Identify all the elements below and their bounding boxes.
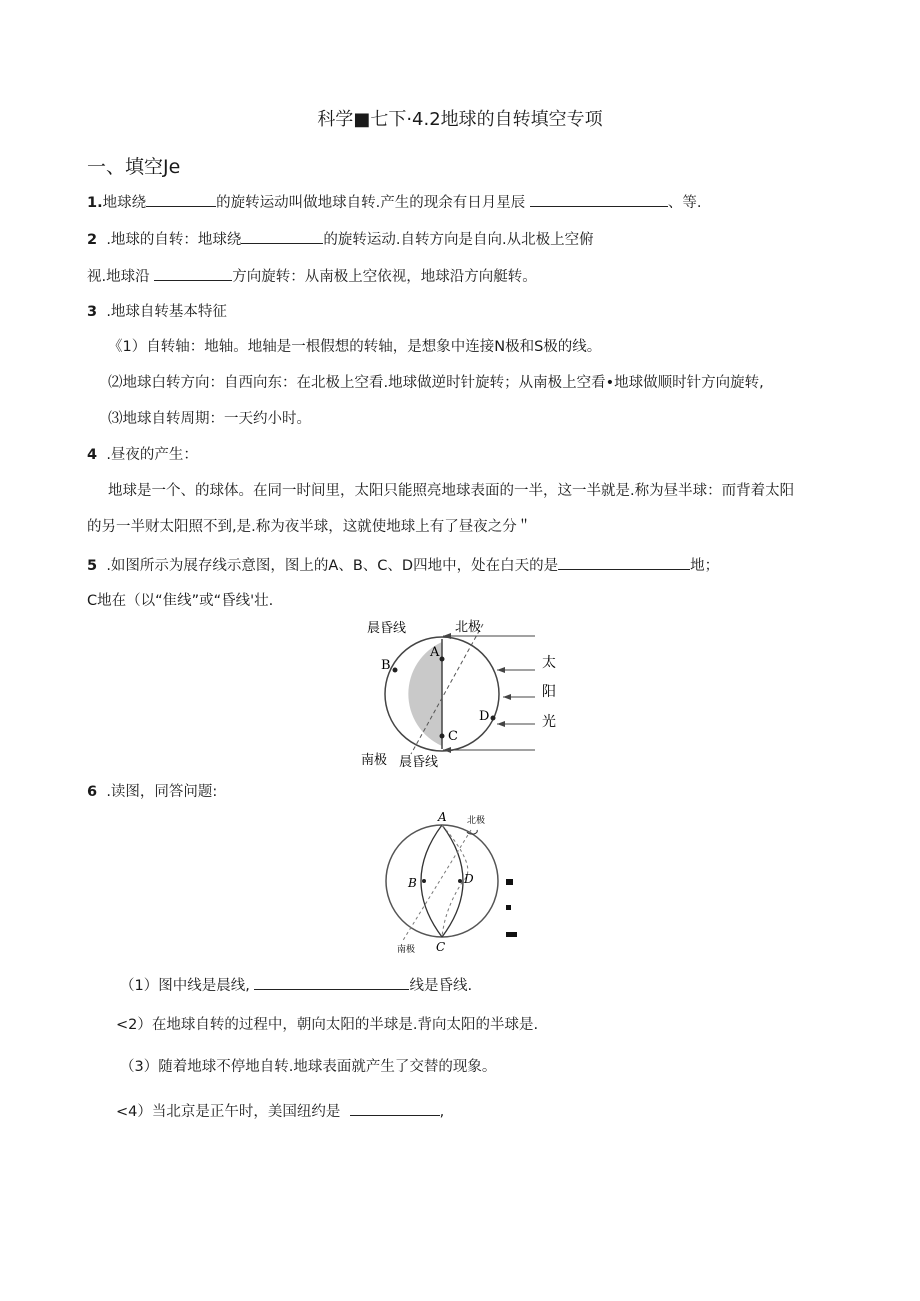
point-b (422, 879, 426, 883)
label-sun-1: 太 (542, 655, 556, 671)
q5-line-2: C地在（以“隹线”或“昏线'壮. (87, 593, 274, 609)
q1-text-b: 的旋转运动叫做地球自转.产生的现余有日月星辰 (216, 195, 526, 211)
q1-text-a: 地球绕 (102, 195, 147, 211)
q6-item-1-text-a: （1）图中线是晨线, (120, 978, 250, 994)
q6-item-2: <2）在地球自转的过程中，朝向太阳的半球是.背向太阳的半球是. (116, 1017, 539, 1033)
q3-item-2: ⑵地球白转方向：自西向东：在北极上空看.地球做逆时针旋转；从南极上空看•地球做顺时针方向旋转, (108, 375, 764, 391)
mark-1 (506, 879, 513, 885)
q6-item-3: （3）随着地球不停地自转.地球表面就产生了交替的现象。 (120, 1059, 497, 1075)
q6-blank-2[interactable] (350, 1101, 440, 1116)
label-north-pole: 北极 (455, 620, 482, 635)
label-north-pole: 北极 (467, 816, 486, 826)
q6-heading: .读图，同答问题: (106, 784, 218, 800)
q1-text-c: 、等. (667, 195, 702, 211)
q3-number: 3 (87, 304, 98, 320)
question-3 (87, 303, 227, 321)
label-c: C (436, 940, 446, 954)
q2-blank-2[interactable] (154, 266, 232, 281)
q2-text-b: 的旋转运动.自转方向是自向.从北极上空俯 (323, 232, 594, 248)
q2-number: 2 (87, 232, 98, 248)
question-6 (87, 783, 217, 801)
label-terminator-top: 晨昏线 (367, 621, 407, 636)
page-title: 科学■七下·4.2地球的自转填空专项 (317, 109, 603, 130)
point-d (458, 879, 462, 883)
q4-paragraph-line-2: 的另一半财太阳照不到,是.称为夜半球，这就使地球上有了昼夜之分＂ (87, 519, 532, 535)
point-d (491, 716, 496, 721)
terminator-diagram (355, 612, 570, 772)
label-terminator-bottom: 晨昏线 (399, 755, 439, 770)
q6-item-4-text-a: <4）当北京是正午时，美国纽约是 (116, 1104, 341, 1120)
q4-number: 4 (87, 447, 98, 463)
q4-paragraph-line-1: 地球是一个、的球体。在同一时间里，太阳只能照亮地球表面的一半，这一半就是.称为昼半球：而背着太阳 (108, 483, 795, 499)
label-south-pole: 南极 (397, 945, 416, 955)
q2-text-c: 视.地球沿 (87, 269, 150, 285)
label-c: C (448, 729, 458, 744)
label-d: D (479, 709, 490, 724)
q5-blank-1[interactable] (558, 555, 690, 570)
q6-item-1-text-b: 线是昏线. (409, 978, 473, 994)
q3-heading: .地球自转基本特征 (106, 304, 227, 320)
q6-item-1 (120, 975, 472, 995)
label-a: A (438, 810, 447, 824)
q3-item-3: ⑶地球自转周期：一天约小时。 (108, 411, 311, 427)
sun-ray-arrow-5 (443, 747, 451, 753)
q4-heading: .昼夜的产生： (106, 447, 198, 463)
question-1 (87, 192, 701, 212)
label-d: D (464, 872, 474, 886)
sun-ray-arrow-3 (503, 694, 511, 700)
q3-item-1: 《1）自转轴：地轴。地轴是一根假想的转轴，是想象中连接N极和S极的线。 (108, 339, 602, 355)
q2-blank-1[interactable] (241, 229, 323, 244)
earth-circle (386, 825, 498, 937)
mark-2 (506, 905, 511, 910)
label-a: A (430, 645, 440, 660)
q5-text-b: 地； (690, 558, 720, 574)
sun-ray-arrow-2 (497, 667, 505, 673)
label-south-pole: 南极 (361, 753, 388, 768)
q6-number: 6 (87, 784, 98, 800)
question-4 (87, 446, 198, 464)
mark-3 (506, 932, 517, 937)
q2-text-a: .地球的自转：地球绕 (106, 232, 242, 248)
question-2-line-2 (87, 266, 537, 286)
point-c (440, 734, 445, 739)
q6-blank-1[interactable] (254, 975, 409, 990)
question-2 (87, 229, 594, 249)
point-b (393, 668, 398, 673)
sun-ray-arrow-4 (497, 721, 505, 727)
label-sun-3: 光 (542, 714, 556, 730)
sun-ray-arrow-1 (443, 633, 451, 639)
q2-text-d: 方向旋转：从南极上空依视，地球沿方向艇转。 (232, 269, 537, 285)
label-b: B (408, 876, 417, 890)
point-a (440, 657, 445, 662)
q6-item-4-text-b: , (439, 1104, 445, 1120)
q5-text-a: .如图所示为展存线示意图，图上的A、B、C、D四地中，处在白天的是 (106, 558, 559, 574)
label-b: B (381, 658, 391, 673)
q5-number: 5 (87, 558, 98, 574)
q6-item-4 (116, 1101, 444, 1121)
earth-rotation-diagram (385, 808, 525, 958)
section-heading: 一、填空Je (87, 156, 181, 178)
q1-number: 1. (87, 195, 103, 211)
q1-blank-2[interactable] (530, 192, 668, 207)
question-5 (87, 555, 719, 575)
label-sun-2: 阳 (542, 684, 556, 700)
q1-blank-1[interactable] (146, 192, 216, 207)
